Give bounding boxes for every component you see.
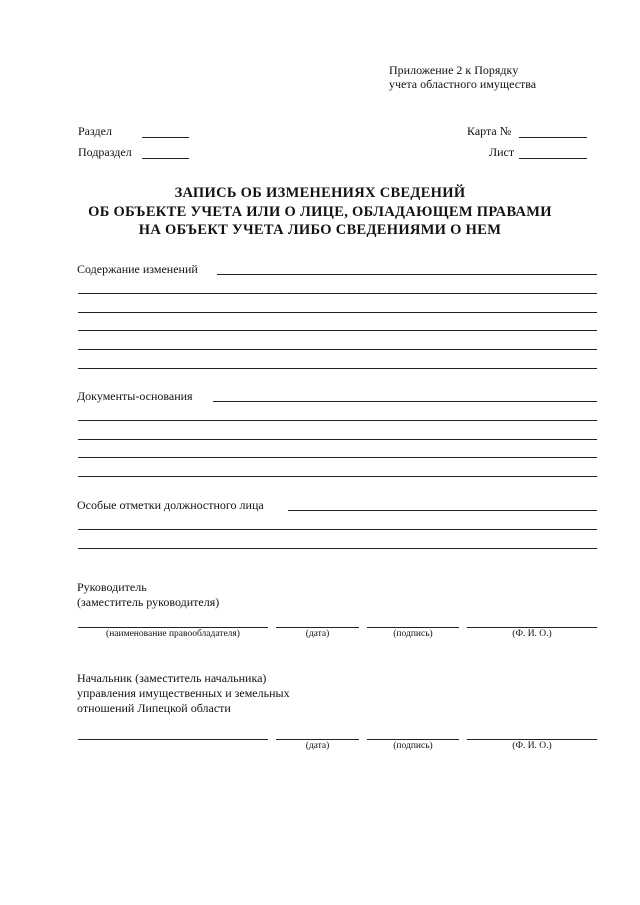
changes-field-line[interactable] [217, 274, 597, 275]
changes-field-line[interactable] [78, 312, 597, 313]
notes-label: Особые отметки должностного лица [77, 498, 264, 512]
date-field[interactable] [276, 627, 359, 628]
documents-field-line[interactable] [78, 476, 597, 477]
signature-caption: (подпись) [393, 741, 433, 751]
section-field[interactable] [142, 137, 189, 138]
section-label: Раздел [78, 124, 112, 138]
page-title-line-3: НА ОБЪЕКТ УЧЕТА ЛИБО СВЕДЕНИЯМИ О НЕМ [138, 222, 502, 238]
card-number-label: Карта № [467, 124, 512, 138]
sheet-field[interactable] [519, 158, 587, 159]
date-caption: (дата) [305, 629, 330, 639]
signature-field[interactable] [367, 627, 459, 628]
documents-label: Документы-основания [77, 389, 193, 403]
holder-name-caption: (наименование правообладателя) [106, 629, 240, 639]
fio-caption: (Ф. И. О.) [512, 629, 552, 639]
changes-label: Содержание изменений [77, 262, 198, 276]
notes-field-line[interactable] [78, 548, 597, 549]
chief-title-line-2: управления имущественных и земельных [77, 686, 290, 700]
documents-field-line[interactable] [78, 457, 597, 458]
changes-field-line[interactable] [78, 349, 597, 350]
page-title-line-1: ЗАПИСЬ ОБ ИЗМЕНЕНИЯХ СВЕДЕНИЙ [174, 185, 466, 201]
documents-field-line[interactable] [78, 420, 597, 421]
card-number-field[interactable] [519, 137, 587, 138]
chief-name-field[interactable] [78, 739, 268, 740]
changes-field-line[interactable] [78, 330, 597, 331]
holder-name-field[interactable] [78, 627, 268, 628]
notes-field-line[interactable] [288, 510, 597, 511]
date-caption: (дата) [305, 741, 330, 751]
fio-field[interactable] [467, 627, 597, 628]
chief-title-line-1: Начальник (заместитель начальника) [77, 671, 267, 685]
page-title-line-2: ОБ ОБЪЕКТЕ УЧЕТА ИЛИ О ЛИЦЕ, ОБЛАДАЮЩЕМ ПРАВАМИ [88, 204, 552, 220]
changes-field-line[interactable] [78, 293, 597, 294]
changes-field-line[interactable] [78, 368, 597, 369]
date-field[interactable] [276, 739, 359, 740]
signature-caption: (подпись) [393, 629, 433, 639]
fio-field[interactable] [467, 739, 597, 740]
appendix-line-1: Приложение 2 к Порядку [389, 63, 519, 77]
fio-caption: (Ф. И. О.) [512, 741, 552, 751]
notes-field-line[interactable] [78, 529, 597, 530]
head-title-line-2: (заместитель руководителя) [77, 595, 220, 609]
head-title-line-1: Руководитель [77, 580, 147, 594]
documents-field-line[interactable] [78, 439, 597, 440]
documents-field-line[interactable] [213, 401, 597, 402]
sheet-label: Лист [489, 145, 515, 159]
chief-title-line-3: отношений Липецкой области [77, 701, 231, 715]
appendix-line-2: учета областного имущества [389, 77, 537, 91]
signature-field[interactable] [367, 739, 459, 740]
subsection-field[interactable] [142, 158, 189, 159]
subsection-label: Подраздел [78, 145, 132, 159]
